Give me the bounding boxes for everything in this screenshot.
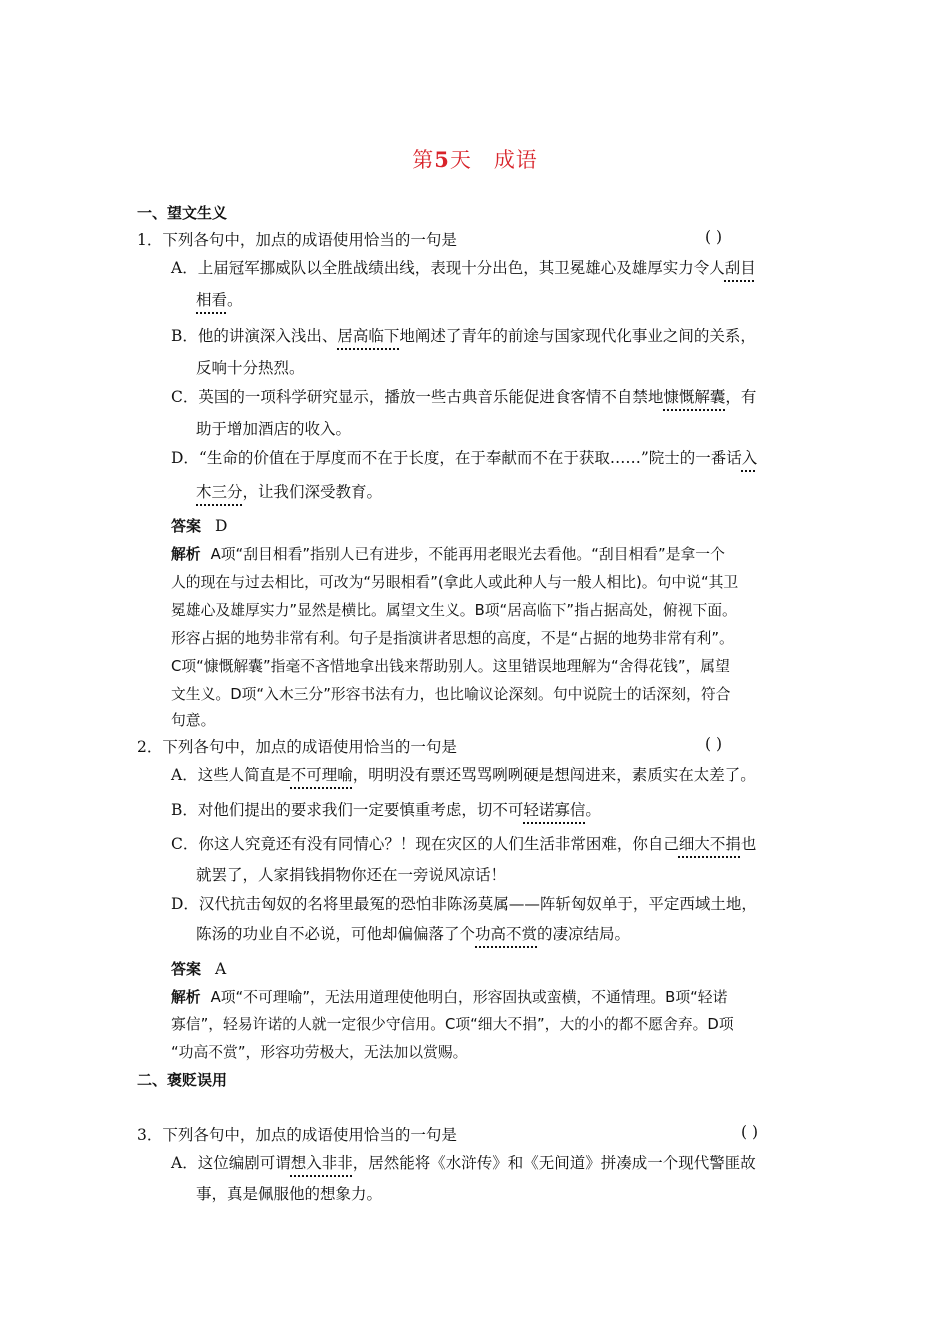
section-heading-1: 一、望文生义: [137, 204, 228, 222]
section-heading-2: 二、褒贬误用: [137, 1071, 228, 1089]
dotted-idiom: 功高不赏: [475, 925, 538, 943]
question-1-option-d-cont: [196, 480, 382, 502]
question-1-explanation-line-5: C项“慷慨解囊”指毫不吝惜地拿出钱来帮助别人。这里错误地理解为“舍得花钱”，属望: [171, 658, 730, 675]
option-text: ，有: [725, 388, 757, 406]
option-text: B．对他们提出的要求我们一定要慎重考虑，切不可: [171, 801, 524, 819]
question-2-explanation-line-1: [171, 986, 727, 1007]
question-1-stem: 1．下列各句中，加点的成语使用恰当的一句是: [137, 231, 457, 249]
answer-value: A: [215, 960, 227, 978]
explanation-text: A项“不可理喻”，无法用道理使他明白，形容固执或蛮横，不通情理。B项“轻诺: [210, 989, 728, 1006]
question-3-stem: 3．下列各句中，加点的成语使用恰当的一句是: [137, 1126, 457, 1144]
question-3-option-a: [171, 1151, 756, 1173]
question-2-option-a: [171, 763, 756, 785]
question-1-option-b-cont: 反响十分热烈。: [196, 359, 305, 377]
option-text: A．这些人简直是: [171, 766, 291, 784]
explanation-text: A项“刮目相看”指别人已有进步，不能再用老眼光去看他。“刮目相看”是拿一个: [210, 546, 725, 563]
dotted-idiom: 细大不捐: [678, 835, 741, 853]
option-text: 陈汤的功业自不必说，可他却偏偏落了个: [196, 925, 476, 943]
answer-label: 答案: [171, 517, 202, 535]
question-3-answer-blank: ( ): [741, 1123, 759, 1141]
question-2-answer-blank: ( ): [705, 735, 723, 753]
question-2-option-c: [171, 832, 756, 854]
question-2-explanation-line-3: “功高不赏”，形容功劳极大，无法加以赏赐。: [171, 1044, 468, 1061]
option-text: 。: [227, 291, 243, 309]
question-1-explanation-line-6: 文生义。D项“入木三分”形容书法有力，也比喻议论深刻。句中说院士的话深刻，符合: [171, 686, 731, 703]
question-1-explanation-line-7: 句意。: [171, 712, 216, 729]
question-1-explanation-line-2: 人的现在与过去相比，可改为“另眼相看”(拿此人或此种人与一般人相比)。句中说“其卫: [171, 574, 739, 591]
question-3-option-a-cont: 事，真是佩服他的想象力。: [196, 1185, 383, 1203]
dotted-idiom: 木三分: [196, 483, 243, 501]
dotted-idiom: 想入非非: [290, 1154, 353, 1172]
dotted-idiom: 居高临下: [337, 327, 400, 345]
question-1-answer: [171, 515, 227, 536]
page-title: [0, 144, 950, 174]
question-1-explanation-line-3: 冕雄心及雄厚实力”显然是横比。属望文生义。B项“居高临下”指占据高处，俯视下面。: [171, 602, 737, 619]
question-1-option-c: [171, 385, 756, 407]
dotted-idiom: 慷慨解囊: [663, 388, 726, 406]
question-1-explanation-line-1: [171, 543, 725, 564]
answer-label: 答案: [171, 960, 202, 978]
question-1-answer-blank: ( ): [705, 228, 723, 246]
option-text: ，明明没有票还骂骂咧咧硬是想闯进来，素质实在太差了。: [352, 766, 756, 784]
option-text: 地阐述了青年的前途与国家现代化事业之间的关系，: [399, 327, 756, 345]
title-day-suffix: 天: [449, 148, 472, 172]
question-1-option-c-cont: 助于增加酒店的收入。: [196, 420, 352, 438]
option-text: C．英国的一项科学研究显示，播放一些古典音乐能促进食客情不自禁地: [171, 388, 664, 406]
dotted-idiom: 轻诺寡信: [523, 801, 586, 819]
option-text: C．你这人究竟还有没有同情心？！现在灾区的人们生活非常困难，你自己: [171, 835, 679, 853]
title-prefix: 第: [412, 148, 435, 172]
question-1-option-b: [171, 324, 756, 346]
option-text: B．他的讲演深入浅出、: [171, 327, 338, 345]
answer-value: D: [215, 517, 228, 535]
option-text: 也: [740, 835, 757, 853]
question-2-option-d: D．汉代抗击匈奴的名将里最冤的恐怕非陈汤莫属——阵斩匈奴单于，平定西域土地，: [171, 895, 757, 913]
question-1-option-a: [171, 256, 756, 278]
dotted-idiom: 刮目: [724, 259, 756, 277]
question-2-option-b: [171, 798, 601, 820]
question-1-option-d: [171, 446, 757, 468]
title-topic: 成语: [493, 148, 538, 172]
option-text: 的凄凉结局。: [537, 925, 631, 943]
option-text: ，让我们深受教育。: [242, 483, 383, 501]
question-2-option-c-cont: 就罢了，人家捐钱捐物你还在一旁说风凉话！: [196, 866, 507, 884]
question-1-explanation-line-4: 形容占据的地势非常有利。句子是指演讲者思想的高度，不是“占据的地势非常有利”。: [171, 630, 734, 647]
dotted-idiom: 相看: [196, 291, 228, 309]
question-2-option-d-cont: [196, 922, 630, 944]
option-text: A．这位编剧可谓: [171, 1154, 291, 1172]
question-2-answer: [171, 958, 226, 979]
question-2-stem: 2．下列各句中，加点的成语使用恰当的一句是: [137, 738, 457, 756]
title-day-number: 5: [434, 147, 450, 172]
question-2-explanation-line-2: 寡信”，轻易许诺的人就一定很少守信用。C项“细大不捐”，大的小的都不愿舍弃。D项: [171, 1016, 734, 1033]
dotted-idiom: 不可理喻: [290, 766, 353, 784]
option-text: A．上届冠军挪威队以全胜战绩出线，表现十分出色，其卫冕雄心及雄厚实力令人: [171, 259, 725, 277]
dotted-idiom: 入: [741, 449, 758, 467]
explanation-label: 解析: [171, 546, 201, 563]
option-text: 。: [585, 801, 601, 819]
question-1-option-a-cont: [196, 288, 243, 310]
explanation-label: 解析: [171, 989, 201, 1006]
option-text: D．“生命的价值在于厚度而不在于长度，在于奉献而不在于获取……”院士的一番话: [171, 449, 742, 467]
option-text: ，居然能将《水浒传》和《无间道》拼凑成一个现代警匪故: [352, 1154, 756, 1172]
